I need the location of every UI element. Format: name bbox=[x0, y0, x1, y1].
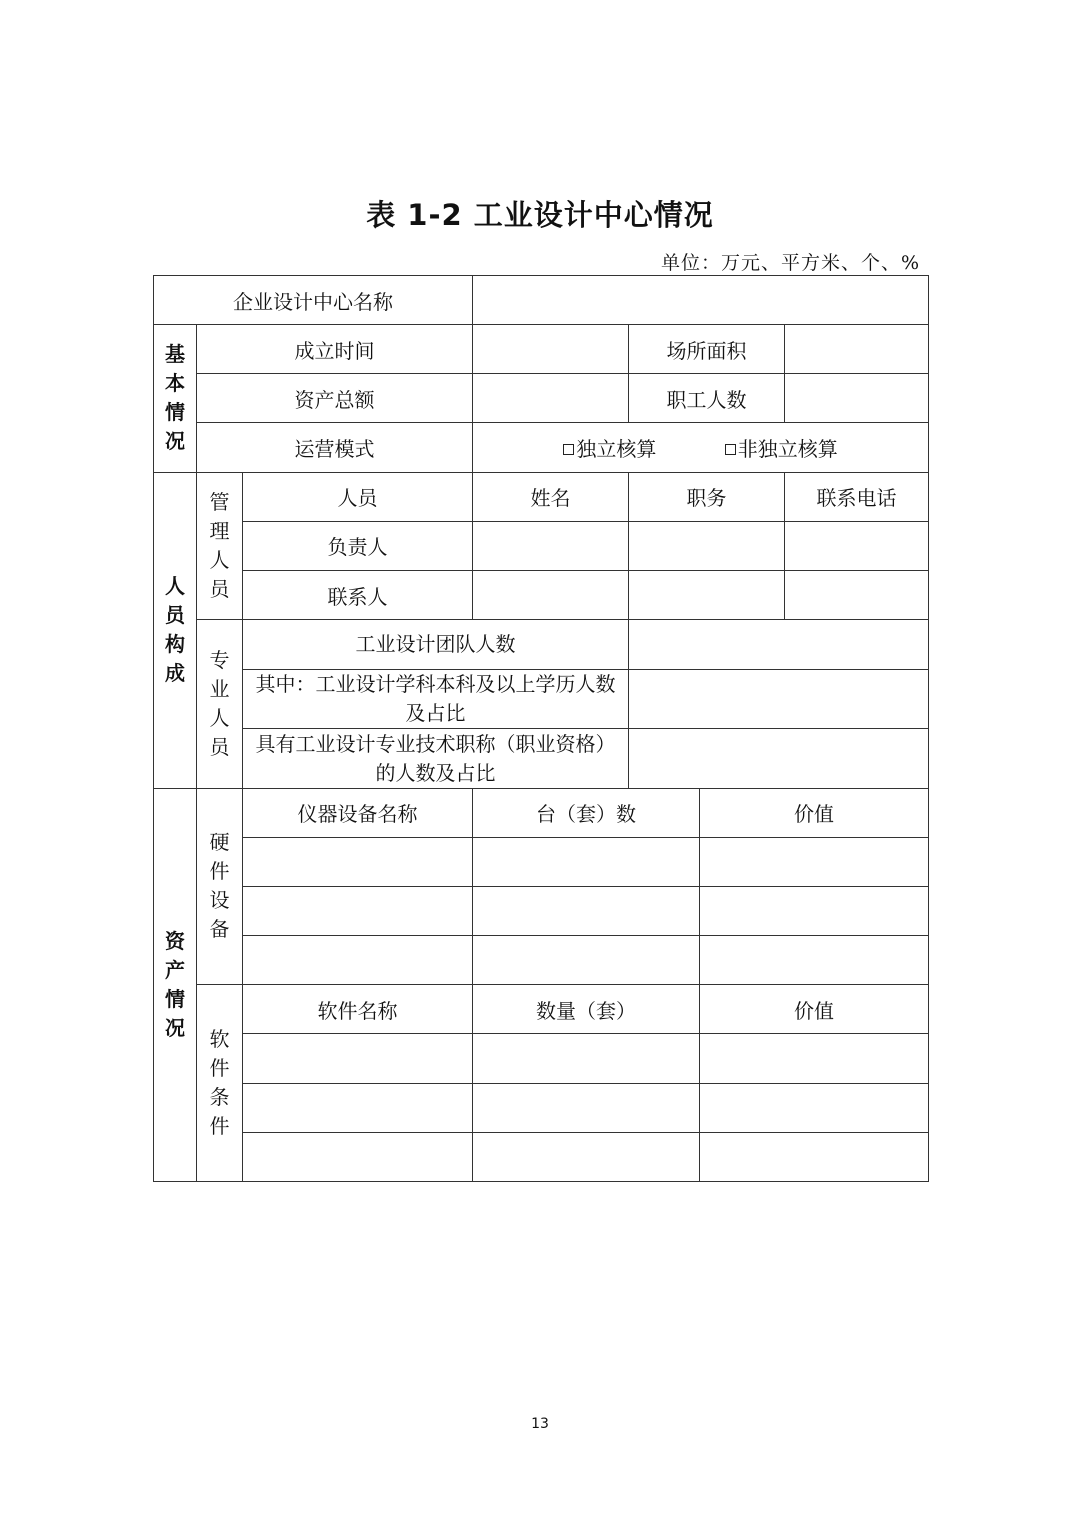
header-personnel: 人员 bbox=[243, 472, 473, 521]
hardware-count-field[interactable] bbox=[473, 936, 700, 985]
row-label-person-in-charge: 负责人 bbox=[243, 521, 473, 570]
unit-note: 单位：万元、平方米、个、% bbox=[660, 252, 920, 274]
software-label: 软件条件 bbox=[197, 985, 243, 1182]
established-field[interactable] bbox=[473, 325, 629, 374]
independent-accounting-option[interactable]: 独立核算 bbox=[563, 433, 656, 462]
checkbox-icon[interactable] bbox=[725, 444, 736, 455]
checkbox-icon[interactable] bbox=[563, 444, 574, 455]
bachelor-ratio-label: 其中：工业设计学科本科及以上学历人数及占比 bbox=[243, 670, 629, 729]
software-value-field[interactable] bbox=[700, 1034, 929, 1083]
contact-person-name-field[interactable] bbox=[473, 570, 629, 619]
hardware-count-field[interactable] bbox=[473, 837, 700, 886]
hardware-name-field[interactable] bbox=[243, 936, 473, 985]
header-software-quantity: 数量（套） bbox=[473, 985, 700, 1034]
software-quantity-field[interactable] bbox=[473, 1083, 700, 1132]
design-team-size-label: 工业设计团队人数 bbox=[243, 620, 629, 670]
hardware-label: 硬件设备 bbox=[197, 788, 243, 985]
header-software-value: 价值 bbox=[700, 985, 929, 1034]
area-field[interactable] bbox=[785, 325, 929, 374]
software-value-field[interactable] bbox=[700, 1132, 929, 1181]
header-software-name: 软件名称 bbox=[243, 985, 473, 1034]
center-name-field[interactable] bbox=[473, 276, 929, 325]
contact-person-position-field[interactable] bbox=[629, 570, 785, 619]
software-name-field[interactable] bbox=[243, 1034, 473, 1083]
software-quantity-field[interactable] bbox=[473, 1132, 700, 1181]
page-number: 13 bbox=[531, 1416, 549, 1432]
employees-field[interactable] bbox=[785, 374, 929, 423]
hardware-count-field[interactable] bbox=[473, 886, 700, 935]
header-equipment-name: 仪器设备名称 bbox=[243, 788, 473, 837]
hardware-value-field[interactable] bbox=[700, 886, 929, 935]
hardware-name-field[interactable] bbox=[243, 886, 473, 935]
non-independent-accounting-option[interactable]: 非独立核算 bbox=[725, 433, 838, 462]
professional-staff-label: 专业人员 bbox=[197, 620, 243, 789]
header-equipment-count: 台（套）数 bbox=[473, 788, 700, 837]
header-name: 姓名 bbox=[473, 472, 629, 521]
software-value-field[interactable] bbox=[700, 1083, 929, 1132]
person-in-charge-position-field[interactable] bbox=[629, 521, 785, 570]
certified-ratio-label: 具有工业设计专业技术职称（职业资格）的人数及占比 bbox=[243, 729, 629, 788]
contact-person-phone-field[interactable] bbox=[785, 570, 929, 619]
center-name-label: 企业设计中心名称 bbox=[154, 276, 473, 325]
hardware-value-field[interactable] bbox=[700, 936, 929, 985]
header-position: 职务 bbox=[629, 472, 785, 521]
hardware-name-field[interactable] bbox=[243, 837, 473, 886]
bachelor-ratio-field[interactable] bbox=[629, 670, 929, 729]
row-label-contact-person: 联系人 bbox=[243, 570, 473, 619]
category-basic-info: 基本情况 bbox=[154, 325, 197, 472]
design-team-size-field[interactable] bbox=[629, 620, 929, 670]
total-assets-field[interactable] bbox=[473, 374, 629, 423]
category-assets: 资产情况 bbox=[154, 788, 197, 1181]
operation-mode-label: 运营模式 bbox=[197, 423, 473, 472]
header-equipment-value: 价值 bbox=[700, 788, 929, 837]
person-in-charge-phone-field[interactable] bbox=[785, 521, 929, 570]
area-label: 场所面积 bbox=[629, 325, 785, 374]
software-name-field[interactable] bbox=[243, 1132, 473, 1181]
established-label: 成立时间 bbox=[197, 325, 473, 374]
hardware-value-field[interactable] bbox=[700, 837, 929, 886]
category-personnel: 人员构成 bbox=[154, 472, 197, 788]
management-staff-label: 管理人员 bbox=[197, 472, 243, 619]
total-assets-label: 资产总额 bbox=[197, 374, 473, 423]
certified-ratio-field[interactable] bbox=[629, 729, 929, 788]
design-center-form-table bbox=[153, 275, 929, 1182]
software-name-field[interactable] bbox=[243, 1083, 473, 1132]
software-quantity-field[interactable] bbox=[473, 1034, 700, 1083]
person-in-charge-name-field[interactable] bbox=[473, 521, 629, 570]
table-title: 表 1-2 工业设计中心情况 bbox=[366, 198, 714, 232]
employees-label: 职工人数 bbox=[629, 374, 785, 423]
operation-mode-options bbox=[473, 423, 929, 472]
header-phone: 联系电话 bbox=[785, 472, 929, 521]
